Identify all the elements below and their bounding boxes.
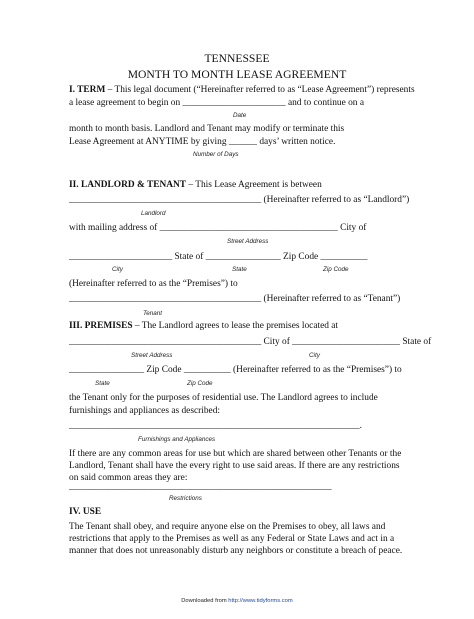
caption-number-of-days: Number of Days: [193, 151, 239, 158]
use-heading: IV. USE: [69, 507, 102, 517]
term-heading: I. TERM: [69, 85, 106, 95]
common-areas-line-2: Landlord, Tenant shall have the every right to use said areas. If there are any restrictions: [69, 461, 400, 471]
use-heading-line: [69, 507, 101, 518]
use-paragraph-line-2: restrictions that apply to the Premises as well as any Federal or State Laws and act in a: [69, 534, 395, 544]
common-areas-line-1: If there are any common areas for use but which are shared between other Tenants or the: [69, 449, 402, 459]
restrictions-line: ________________________________________________________: [69, 482, 332, 492]
landlord-line: _________________________________________ (Hereinafter referred to as “Landlord”): [69, 195, 410, 205]
caption-date: Date: [233, 112, 247, 119]
caption-landlord: Landlord: [141, 210, 166, 217]
furnishings-line: ______________________________________________________________.: [69, 421, 362, 431]
premises-intro-text: – The Landlord agrees to lease the premises located at: [132, 321, 339, 331]
use-paragraph-line-3: manner that does not unreasonably disturb any neighbors or constitute a breach of peace.: [69, 546, 403, 556]
city-state-zip-line: ______________________ State of ________________ Zip Code __________: [69, 252, 368, 262]
caption-premises-city: City: [309, 352, 320, 359]
mailing-address-line: with mailing address of ______________________________________ City of: [69, 223, 367, 233]
parties-heading: II. LANDLORD & TENANT: [69, 180, 187, 190]
parties-intro: [69, 180, 322, 191]
term-line-2: a lease agreement to begin on ______________________ and to continue on a: [69, 98, 364, 108]
parties-intro-text: – This Lease Agreement is between: [186, 180, 322, 190]
caption-premises-zip-code: Zip Code: [187, 380, 213, 387]
premises-use-line-2: furnishings and appliances as described:: [69, 406, 220, 416]
premises-use-line-1: the Tenant only for the purposes of residential use. The Landlord agrees to include: [69, 393, 378, 403]
term-line-1: [69, 85, 415, 96]
caption-tenant: Tenant: [143, 310, 163, 317]
premises-heading: III. PREMISES: [69, 321, 133, 331]
caption-city: City: [112, 266, 123, 273]
term-line-3: month to month basis. Landlord and Tenant may modify or terminate this: [69, 124, 345, 134]
caption-street-address: Street Address: [227, 238, 269, 245]
footer-link[interactable]: http://www.tidyforms.com: [228, 598, 293, 604]
caption-zip-code: Zip Code: [323, 266, 349, 273]
caption-premises-street-address: Street Address: [131, 352, 173, 359]
caption-premises-state: State: [95, 380, 110, 387]
caption-restrictions: Restrictions: [169, 495, 202, 502]
footer-prefix: Downloaded from: [181, 598, 229, 604]
premises-zip-line: ________________ Zip Code __________ (Hereinafter referred to as the “Premises”) to: [69, 365, 402, 375]
premises-intro: [69, 321, 338, 332]
document-title: MONTH TO MONTH LEASE AGREEMENT: [127, 68, 347, 81]
document-state-title: TENNESSEE: [204, 52, 270, 65]
term-text: – This legal document (“Hereinafter referred to as “Lease Agreement”) represents: [105, 85, 415, 95]
term-line-4: Lease Agreement at ANYTIME by giving ______ days’ written notice.: [69, 137, 336, 147]
tenant-line: _________________________________________ (Hereinafter referred to as “Tenant”): [69, 294, 401, 304]
premises-address-line: _________________________________________ City of _______________________ State of: [69, 337, 432, 347]
caption-furnishings-appliances: Furnishings and Appliances: [138, 436, 216, 443]
common-areas-line-3: on said common areas they are:: [69, 473, 188, 483]
use-paragraph-line-1: The Tenant shall obey, and require anyone else on the Premises to obey, all laws and: [69, 522, 386, 532]
caption-state: State: [232, 266, 247, 273]
premises-reference-line: (Hereinafter referred to as the “Premises”) to: [69, 279, 238, 289]
download-footer: [0, 598, 474, 604]
